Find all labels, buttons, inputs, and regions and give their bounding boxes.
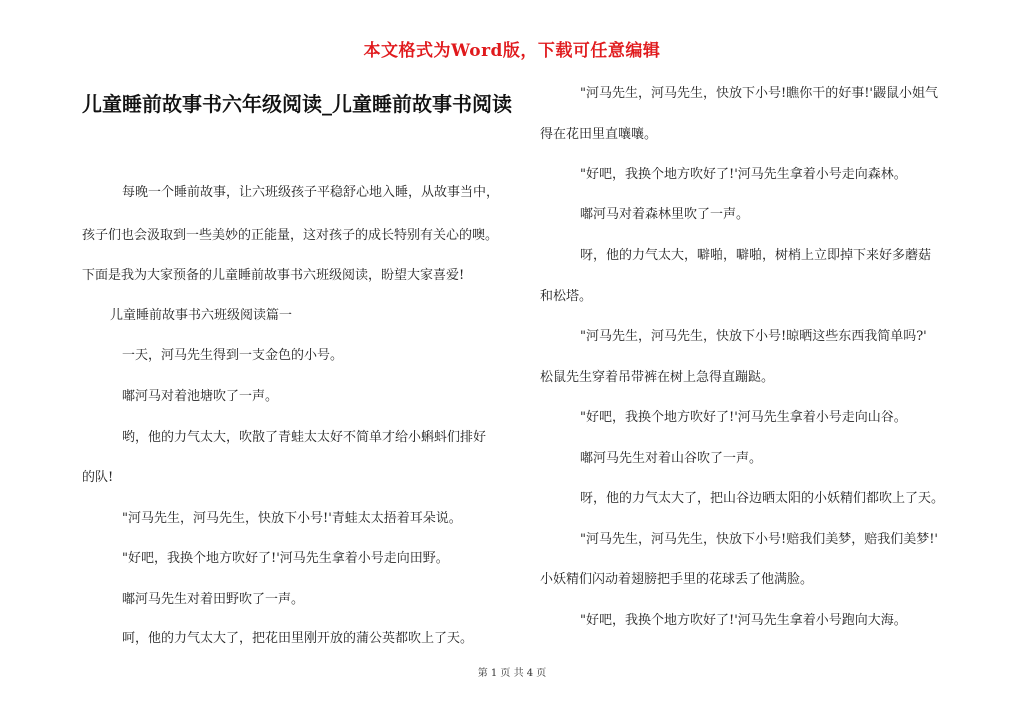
document-title: 儿童睡前故事书六年级阅读_儿童睡前故事书阅读 <box>82 92 512 116</box>
page-number: 第 1 页 共 4 页 <box>477 668 547 679</box>
paragraph-line: 哟，他的力气太大，吹散了青蛙太太好不简单才给小蝌蚪们排好 <box>122 430 487 445</box>
paragraph-line: 嘟河马先生对着田野吹了一声。 <box>122 592 305 607</box>
paragraph-line: 呀，他的力气太大，噼啪，噼啪，树梢上立即掉下来好多蘑菇 <box>580 248 932 263</box>
paragraph-line: 嘟河马对着池塘吹了一声。 <box>122 389 279 404</box>
paragraph-line: "好吧，我换个地方吹好了!'河马先生拿着小号走向山谷。 <box>580 410 907 425</box>
paragraph-line: 一天，河马先生得到一支金色的小号。 <box>122 348 344 363</box>
paragraph-line: 小妖精们闪动着翅膀把手里的花球丢了他满脸。 <box>540 572 814 587</box>
paragraph-line: 嘟河马先生对着山谷吹了一声。 <box>580 451 763 466</box>
paragraph-line: "河马先生，河马先生，快放下小号!瞧你干的好事!'鼹鼠小姐气 <box>580 86 939 101</box>
paragraph-line: 呀，他的力气太大了，把山谷边晒太阳的小妖精们都吹上了天。 <box>580 491 945 506</box>
paragraph-line: 孩子们也会汲取到一些美妙的正能量，这对孩子的成长特别有关心的噢。 <box>82 228 499 243</box>
header-banner: 本文格式为Word版，下载可任意编辑 <box>363 41 661 61</box>
paragraph-line: "河马先生，河马先生，快放下小号!'青蛙太太捂着耳朵说。 <box>122 511 462 526</box>
right-column <box>540 0 980 723</box>
paragraph-line: 和松塔。 <box>540 289 593 304</box>
paragraph-line: 呵，他的力气太大了，把花田里刚开放的蒲公英都吹上了天。 <box>122 631 474 646</box>
paragraph-line: 的队! <box>82 470 114 485</box>
paragraph-line: "好吧，我换个地方吹好了!'河马先生拿着小号走向田野。 <box>122 551 449 566</box>
section-heading: 儿童睡前故事书六班级阅读篇一 <box>110 308 293 323</box>
paragraph-line: "河马先生，河马先生，快放下小号!晾晒这些东西我简单吗?' <box>580 329 927 344</box>
paragraph-line: "好吧，我换个地方吹好了!'河马先生拿着小号跑向大海。 <box>580 613 907 628</box>
paragraph-line: 松鼠先生穿着吊带裤在树上急得直蹦跶。 <box>540 370 775 385</box>
paragraph-line: "好吧，我换个地方吹好了!'河马先生拿着小号走向森林。 <box>580 167 907 182</box>
paragraph-line: 下面是我为大家预备的儿童睡前故事书六班级阅读，盼望大家喜爱! <box>82 268 465 283</box>
left-column <box>82 0 522 723</box>
paragraph-line: "河马先生，河马先生，快放下小号!赔我们美梦，赔我们美梦!' <box>580 532 939 547</box>
paragraph-line: 每晚一个睡前故事，让六班级孩子平稳舒心地入睡，从故事当中， <box>122 185 500 200</box>
paragraph-line: 得在花田里直嚷嚷。 <box>540 127 658 142</box>
paragraph-line: 嘟河马对着森林里吹了一声。 <box>580 207 750 222</box>
